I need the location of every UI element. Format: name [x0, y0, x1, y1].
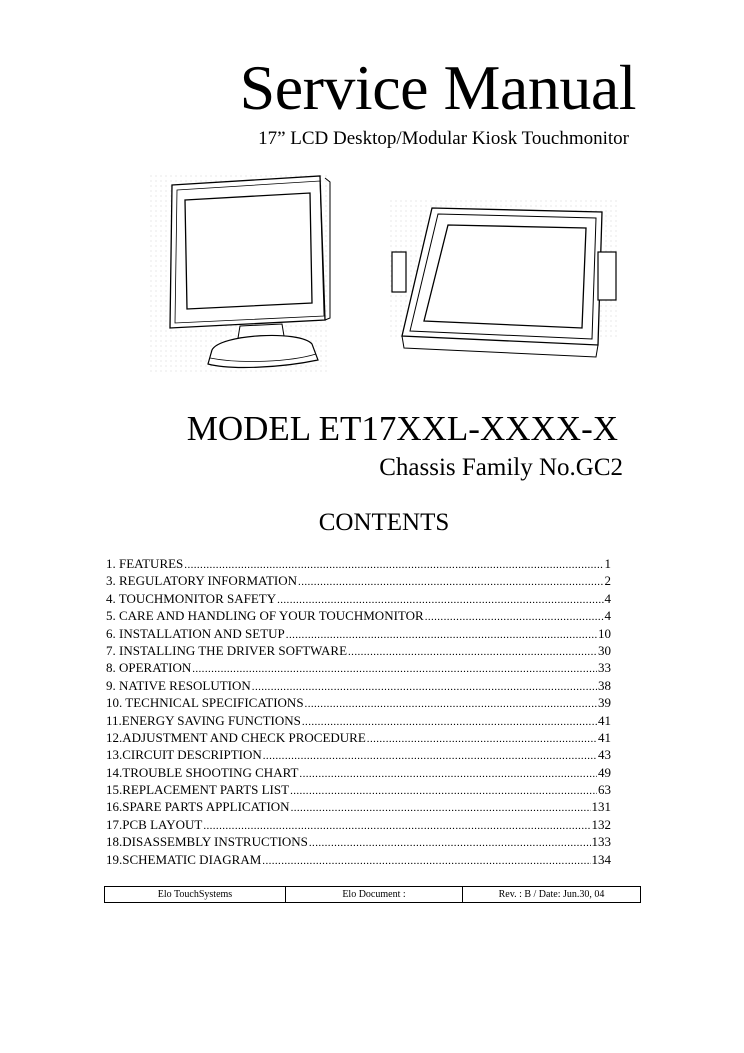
toc-entry-page: 131 [591, 799, 611, 815]
toc-entry-page: 1 [604, 556, 611, 571]
toc-leader-dots [290, 783, 597, 800]
table-of-contents [106, 555, 611, 868]
toc-leader-dots [305, 696, 597, 713]
toc-leader-dots [252, 679, 597, 696]
desktop-monitor-icon [150, 174, 330, 372]
toc-entry-page: 43 [598, 747, 611, 763]
toc-leader-dots [298, 574, 603, 591]
toc-entry-title: 8. OPERATION [106, 660, 192, 676]
footer-document: Elo Document : [286, 887, 463, 902]
toc-entry-page: 132 [591, 816, 611, 832]
toc-entry-page: 33 [598, 660, 611, 676]
toc-entry-title: 11.ENERGY SAVING FUNCTIONS [106, 712, 301, 728]
toc-entry [106, 572, 611, 589]
toc-entry-title: 14.TROUBLE SHOOTING CHART [106, 764, 299, 780]
toc-entry-title: 1. FEATURES [106, 556, 184, 571]
toc-entry [106, 642, 611, 659]
toc-entry [106, 555, 611, 572]
toc-entry-title: 9. NATIVE RESOLUTION [106, 677, 251, 693]
toc-entry-title: 16.SPARE PARTS APPLICATION [106, 799, 290, 815]
toc-entry [106, 851, 611, 868]
document-subtitle: 17” LCD Desktop/Modular Kiosk Touchmonitor [258, 128, 629, 149]
toc-entry-title: 17.PCB LAYOUT [106, 816, 203, 832]
toc-entry-title: 19.SCHEMATIC DIAGRAM [106, 851, 262, 867]
toc-entry-page: 39 [598, 695, 611, 711]
toc-entry [106, 781, 611, 798]
toc-entry-page: 4 [604, 608, 611, 624]
toc-entry-page: 133 [591, 834, 611, 850]
model-number: MODEL ET17XXL-XXXX-X [186, 409, 618, 448]
toc-leader-dots [348, 644, 597, 661]
toc-entry-title: 13.CIRCUIT DESCRIPTION [106, 747, 262, 763]
toc-entry-page: 41 [598, 729, 611, 745]
toc-leader-dots [192, 661, 597, 678]
toc-entry-page: 41 [598, 712, 611, 728]
document-footer [104, 886, 641, 903]
toc-leader-dots [309, 835, 591, 852]
toc-entry [106, 694, 611, 711]
toc-entry-title: 3. REGULATORY INFORMATION [106, 573, 298, 589]
toc-entry [106, 659, 611, 676]
toc-entry-page: 30 [598, 642, 611, 658]
toc-entry-title: 10. TECHNICAL SPECIFICATIONS [106, 695, 304, 711]
toc-entry-title: 5. CARE AND HANDLING OF YOUR TOUCHMONITOR [106, 608, 424, 624]
toc-entry [106, 729, 611, 746]
toc-entry [106, 625, 611, 642]
toc-entry-title: 4. TOUCHMONITOR SAFETY [106, 590, 277, 606]
toc-entry-title: 6. INSTALLATION AND SETUP [106, 625, 285, 641]
toc-entry [106, 590, 611, 607]
toc-entry-page: 10 [598, 625, 611, 641]
toc-entry-page: 63 [598, 782, 611, 798]
toc-entry [106, 816, 611, 833]
toc-entry-page: 38 [598, 677, 611, 693]
chassis-family: Chassis Family No.GC2 [379, 454, 623, 481]
toc-entry-page: 134 [591, 851, 611, 867]
toc-entry-title: 18.DISASSEMBLY INSTRUCTIONS [106, 834, 308, 850]
toc-entry [106, 607, 611, 624]
toc-entry [106, 712, 611, 729]
kiosk-monitor-icon [390, 198, 620, 357]
footer-revision: Rev. : B / Date: Jun.30, 04 [498, 889, 605, 900]
toc-entry-title: 15.REPLACEMENT PARTS LIST [106, 782, 290, 798]
document-title: Service Manual [239, 52, 636, 123]
toc-entry [106, 677, 611, 694]
toc-entry-page: 2 [604, 573, 611, 589]
toc-entry [106, 833, 611, 850]
toc-leader-dots [299, 766, 597, 783]
toc-entry [106, 764, 611, 781]
toc-entry-title: 12.ADJUSTMENT AND CHECK PROCEDURE [106, 729, 366, 745]
product-illustrations [150, 170, 620, 380]
toc-leader-dots [263, 748, 597, 765]
toc-leader-dots [291, 800, 591, 817]
toc-entry-page: 49 [598, 764, 611, 780]
contents-heading: CONTENTS [318, 509, 450, 536]
footer-company: Elo TouchSystems [105, 887, 286, 902]
toc-leader-dots [425, 609, 604, 626]
toc-entry-page: 4 [604, 590, 611, 606]
toc-leader-dots [367, 731, 597, 748]
toc-entry-title: 7. INSTALLING THE DRIVER SOFTWARE [106, 642, 348, 658]
toc-entry [106, 746, 611, 763]
toc-leader-dots [262, 853, 590, 870]
toc-entry [106, 798, 611, 815]
